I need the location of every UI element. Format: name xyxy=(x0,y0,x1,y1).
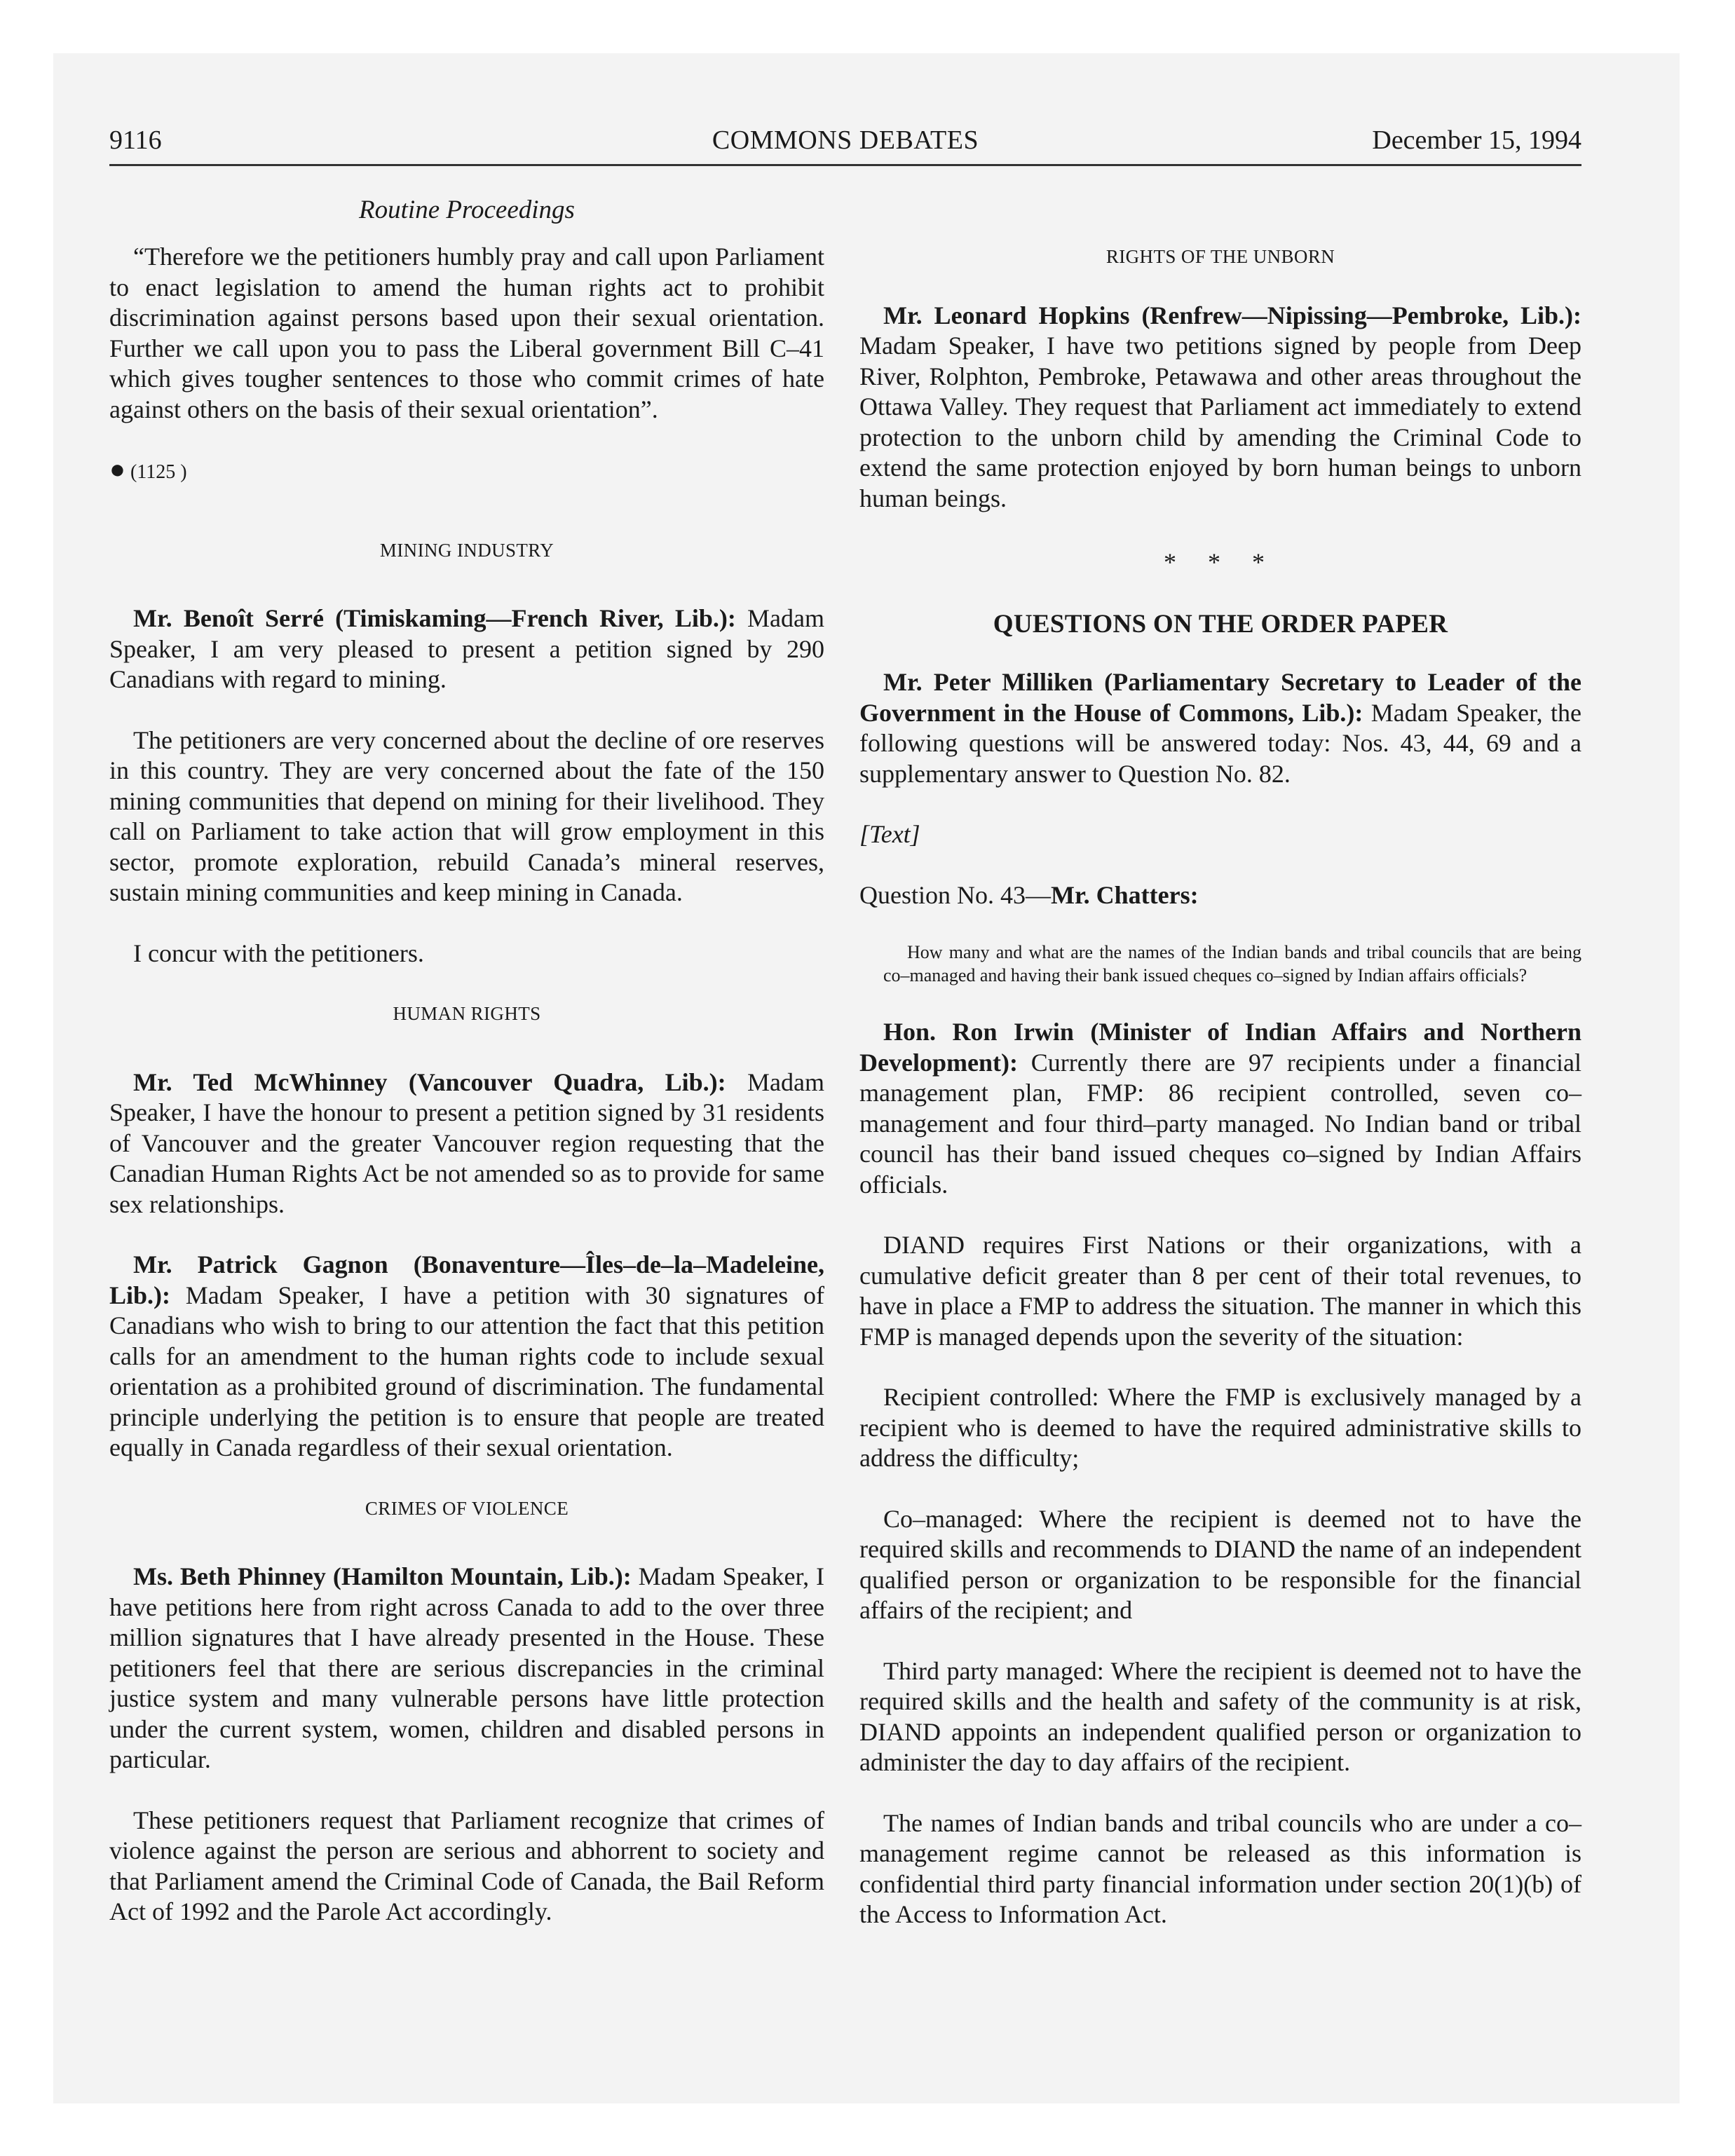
page-header xyxy=(109,125,1581,161)
speaker-name: Mr. Benoît Serré (Timiskaming—French River, Lib.): xyxy=(133,604,736,632)
heading-questions-order-paper: QUESTIONS ON THE ORDER PAPER xyxy=(993,609,1448,639)
petition-quote: “Therefore we the petitioners humbly pray and call upon Parliament to enact legislation to amend the human rights act to prohibit discrimination against persons based upon their sexual orientation. Further we call upon you to pass the Liberal government Bill C–41 which gives tougher sentences to those who commit crimes of hate against others on the basis of their sexual orientation”. xyxy=(109,243,824,423)
speaker-name: Mr. Peter Milliken (Parliamentary Secretary to Leader of the Government in the House of Commons, Lib.): xyxy=(859,668,1581,727)
heading-rights-of-the-unborn: RIGHTS OF THE UNBORN xyxy=(1105,246,1335,267)
paragraph: The names of Indian bands and tribal councils who are under a co–management regime cannot be released as this information is confidential third party financial information under section 20(1)(b) of the Access to Information Act. xyxy=(859,1808,1581,1928)
paragraph: Recipient controlled: Where the FMP is exclusively managed by a recipient who is deemed to have the required administrative skills to address the difficulty; xyxy=(859,1383,1581,1472)
speaker-name: Mr. Patrick Gagnon (Bonaventure—Îles–de–la–Madeleine, Lib.): xyxy=(109,1250,824,1309)
section-separator: * * * xyxy=(1164,548,1277,576)
speech-text: Madam Speaker, I am very pleased to present a petition signed by 290 Canadians with regard to mining. xyxy=(109,604,824,693)
paragraph: These petitioners request that Parliament recognize that crimes of violence against the person are serious and abhorrent to society and that Parliament amend the Criminal Code of Canada, the Bail Reform Act of 1992 and the Parole Act accordingly. xyxy=(109,1806,824,1925)
speech-text: Madam Speaker, I have two petitions signed by people from Deep River, Rolphton, Pembroke, Petawawa and other areas throughout the Ottawa Valley. They request that Parliament act immediately to extend protection to the unborn child by amending the Criminal Code to extend the same protection enjoyed by born human beings to unborn human beings. xyxy=(859,332,1581,512)
text-marker: [Text] xyxy=(859,820,920,848)
page-date: December 15, 1994 xyxy=(1372,125,1581,155)
heading-crimes-of-violence: CRIMES OF VIOLENCE xyxy=(365,1497,569,1519)
bullet-icon: ● xyxy=(109,455,125,484)
speaker-name: Ms. Beth Phinney (Hamilton Mountain, Lib.): xyxy=(133,1562,632,1590)
speech-text: Madam Speaker, I have petitions here from right across Canada to add to the over three million signatures that I have already presented in the House. These petitioners feel that there are serious discrepancies in the criminal justice system and many vulnerable persons have little protection under the current system, women, children and disabled persons in particular. xyxy=(109,1562,824,1773)
paragraph xyxy=(859,667,1581,789)
question-label xyxy=(859,880,1581,911)
page-number: 9116 xyxy=(109,125,162,155)
time-marker xyxy=(109,455,824,488)
speech-text: Madam Speaker, I have the honour to present a petition signed by 31 residents of Vancouver and the greater Vancouver region requesting that the Canadian Human Rights Act be not amended so as to provide for same sex relationships. xyxy=(109,1067,825,1218)
header-rule xyxy=(109,164,1581,166)
right-column xyxy=(859,242,1581,1960)
paragraph xyxy=(109,603,824,695)
heading-human-rights: HUMAN RIGHTS xyxy=(393,1003,541,1024)
paragraph: Co–managed: Where the recipient is deemed not to have the required skills and recommends to DIAND the name of an independent qualified person or organization to be responsible for the financial affairs of the recipient; and xyxy=(859,1504,1581,1624)
speech-text: Madam Speaker, the following questions will be answered today: Nos. 43, 44, 69 and a supplementary answer to Question No. 82. xyxy=(859,698,1581,788)
section-title: Routine Proceedings xyxy=(359,196,575,224)
speaker-name: Hon. Ron Irwin (Minister of Indian Affairs and Northern Development): xyxy=(859,1018,1581,1077)
question-number: Question No. 43— xyxy=(859,880,1051,909)
time-marker-text: (1125 ) xyxy=(130,461,187,483)
question-member: Mr. Chatters: xyxy=(1051,880,1199,909)
speaker-name: Mr. Ted McWhinney (Vancouver Quadra, Lib.): xyxy=(133,1067,726,1096)
paragraph xyxy=(109,1067,824,1220)
paragraph xyxy=(109,1562,824,1775)
paragraph: DIAND requires First Nations or their organizations, with a cumulative deficit greater than 8 per cent of their total revenues, to have in place a FMP to address the situation. The manner in which this FMP is managed depends upon the severity of the situation: xyxy=(859,1231,1581,1351)
paragraph: I concur with the petitioners. xyxy=(133,939,424,967)
heading-mining-industry: MINING INDUSTRY xyxy=(379,539,554,561)
speech-text: Madam Speaker, I have a petition with 30 signatures of Canadians who wish to bring to our attention the fact that this petition calls for an amendment to the human rights code to include sexual orientation as a prohibited ground of discrimination. The fundamental principle underlying the petition is to ensure that people are treated equally in Canada regardless of their sexual orientation. xyxy=(109,1281,824,1461)
paragraph: The petitioners are very concerned about the decline of ore reserves in this country. They are very concerned about the fate of the 150 mining communities that depend on mining for their livelihood. They call on Parliament to take action that will grow employment in this sector, promote exploration, rebuild Canada’s mineral reserves, sustain mining communities and keep mining in Canada. xyxy=(109,725,824,906)
left-column xyxy=(109,242,824,1958)
paragraph xyxy=(859,301,1581,514)
paragraph: Third party managed: Where the recipient is deemed not to have the required skills and the health and safety of the community is at risk, DIAND appoints an independent qualified person or organization to administer the day to day affairs of the recipient. xyxy=(859,1656,1581,1776)
speaker-name: Mr. Leonard Hopkins (Renfrew—Nipissing—Pembroke, Lib.): xyxy=(883,301,1581,329)
speech-text: Currently there are 97 recipients under a financial management plan, FMP: 86 recipient controlled, seven co–management and four third–party managed. No Indian band or tribal council has their band issued cheques co–signed by Indian Affairs officials. xyxy=(859,1048,1581,1199)
paragraph xyxy=(109,1250,824,1464)
publication-title: COMMONS DEBATES xyxy=(712,125,979,155)
question-text: How many and what are the names of the Indian bands and tribal councils that are being co–managed and having their bank issued cheques co–signed by Indian affairs officials? xyxy=(883,942,1581,985)
paragraph xyxy=(859,1017,1581,1200)
